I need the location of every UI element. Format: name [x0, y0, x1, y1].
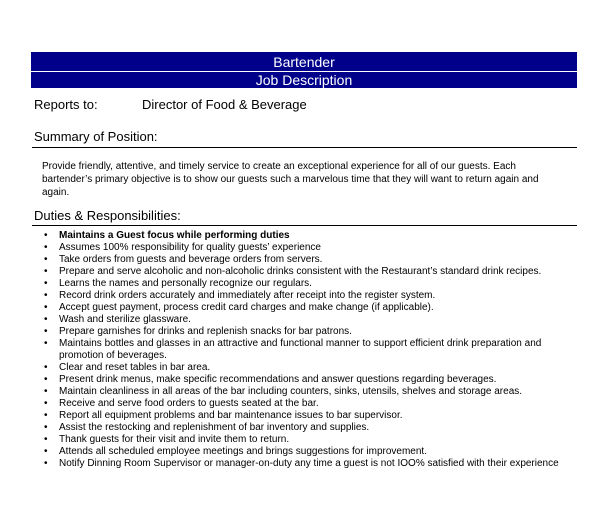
duty-item	[44, 410, 564, 422]
reports-to-row	[34, 97, 307, 113]
duty-text: Learns the names and personally recognize our regulars.	[59, 278, 312, 289]
duty-item	[44, 434, 564, 446]
duty-item	[44, 266, 564, 278]
reports-to-label: Reports to:	[34, 97, 98, 112]
duty-text: Present drink menus, make specific recommendations and answer questions regarding beverages.	[59, 374, 497, 385]
duty-text: Report all equipment problems and bar maintenance issues to bar supervisor.	[59, 410, 403, 421]
duty-text: Prepare garnishes for drinks and replenish snacks for bar patrons.	[59, 326, 352, 337]
bullet-icon: •	[44, 302, 48, 313]
bullet-icon: •	[44, 326, 48, 337]
duty-item	[44, 446, 564, 458]
bullet-icon: •	[44, 386, 48, 397]
duty-text: Maintain cleanliness in all areas of the bar including counters, sinks, utensils, shelves and storage areas.	[59, 386, 523, 397]
summary-rule	[32, 147, 577, 148]
bullet-icon: •	[44, 458, 48, 469]
duty-item	[44, 230, 564, 242]
reports-to-value: Director of Food & Beverage	[142, 97, 307, 112]
bullet-icon: •	[44, 338, 48, 349]
bullet-icon: •	[44, 422, 48, 433]
duty-item	[44, 302, 564, 314]
duty-item	[44, 362, 564, 374]
bullet-icon: •	[44, 410, 48, 421]
duty-text: Take orders from guests and beverage orders from servers.	[59, 254, 323, 265]
bullet-icon: •	[44, 278, 48, 289]
duty-text: Assist the restocking and replenishment of bar inventory and supplies.	[59, 422, 370, 433]
bullet-icon: •	[44, 398, 48, 409]
duty-text: Notify Dinning Room Supervisor or manager-on-duty any time a guest is not IOO% satisfied with their experience	[59, 458, 559, 469]
job-title: Bartender	[273, 54, 335, 70]
duty-item	[44, 422, 564, 434]
duty-item	[44, 326, 564, 338]
title-band	[31, 52, 577, 88]
bullet-icon: •	[44, 266, 48, 277]
duty-text: Maintains bottles and glasses in an attractive and functional manner to support efficient drink preparation and promotion of beverages.	[59, 338, 542, 361]
duty-text: Receive and serve food orders to guests seated at the bar.	[59, 398, 319, 409]
duty-text: Clear and reset tables in bar area.	[59, 362, 211, 373]
duty-item	[44, 338, 564, 362]
bullet-icon: •	[44, 374, 48, 385]
duty-text: Wash and sterilize glassware.	[59, 314, 191, 325]
summary-text: Provide friendly, attentive, and timely service to create an exceptional experience for all of our guests. Each bartender’s primary objective is to show our guests such a marvelous time that they will want to return again and again.	[42, 161, 539, 198]
duty-item	[44, 458, 564, 470]
bullet-icon: •	[44, 362, 48, 373]
duty-text: Record drink orders accurately and immediately after receipt into the register system.	[59, 290, 436, 301]
duty-text: Assumes 100% responsibility for quality guests’ experience	[59, 242, 321, 253]
job-description-title: Job Description	[255, 72, 353, 88]
summary-heading: Summary of Position:	[34, 129, 158, 144]
duty-text: Attends all scheduled employee meetings and brings suggestions for improvement.	[59, 446, 427, 457]
duty-item	[44, 254, 564, 266]
duty-item	[44, 314, 564, 326]
bullet-icon: •	[44, 434, 48, 445]
duty-item	[44, 278, 564, 290]
bullet-icon: •	[44, 254, 48, 265]
duties-rule	[32, 225, 577, 226]
duties-heading: Duties & Responsibilities:	[34, 208, 181, 223]
bullet-icon: •	[44, 290, 48, 301]
bullet-icon: •	[44, 230, 48, 241]
duty-text: Thank guests for their visit and invite them to return.	[59, 434, 290, 445]
duty-item	[44, 290, 564, 302]
duty-item	[44, 386, 564, 398]
duty-item	[44, 398, 564, 410]
bullet-icon: •	[44, 446, 48, 457]
duty-item	[44, 374, 564, 386]
bullet-icon: •	[44, 242, 48, 253]
duty-text: Maintains a Guest focus while performing duties	[59, 230, 290, 241]
duty-text: Prepare and serve alcoholic and non-alcoholic drinks consistent with the Restaurant’s standard drink recipes.	[59, 266, 542, 277]
duty-text: Accept guest payment, process credit card charges and make change (if applicable).	[59, 302, 434, 313]
duty-item	[44, 242, 564, 254]
bullet-icon: •	[44, 314, 48, 325]
duties-list	[44, 230, 564, 470]
